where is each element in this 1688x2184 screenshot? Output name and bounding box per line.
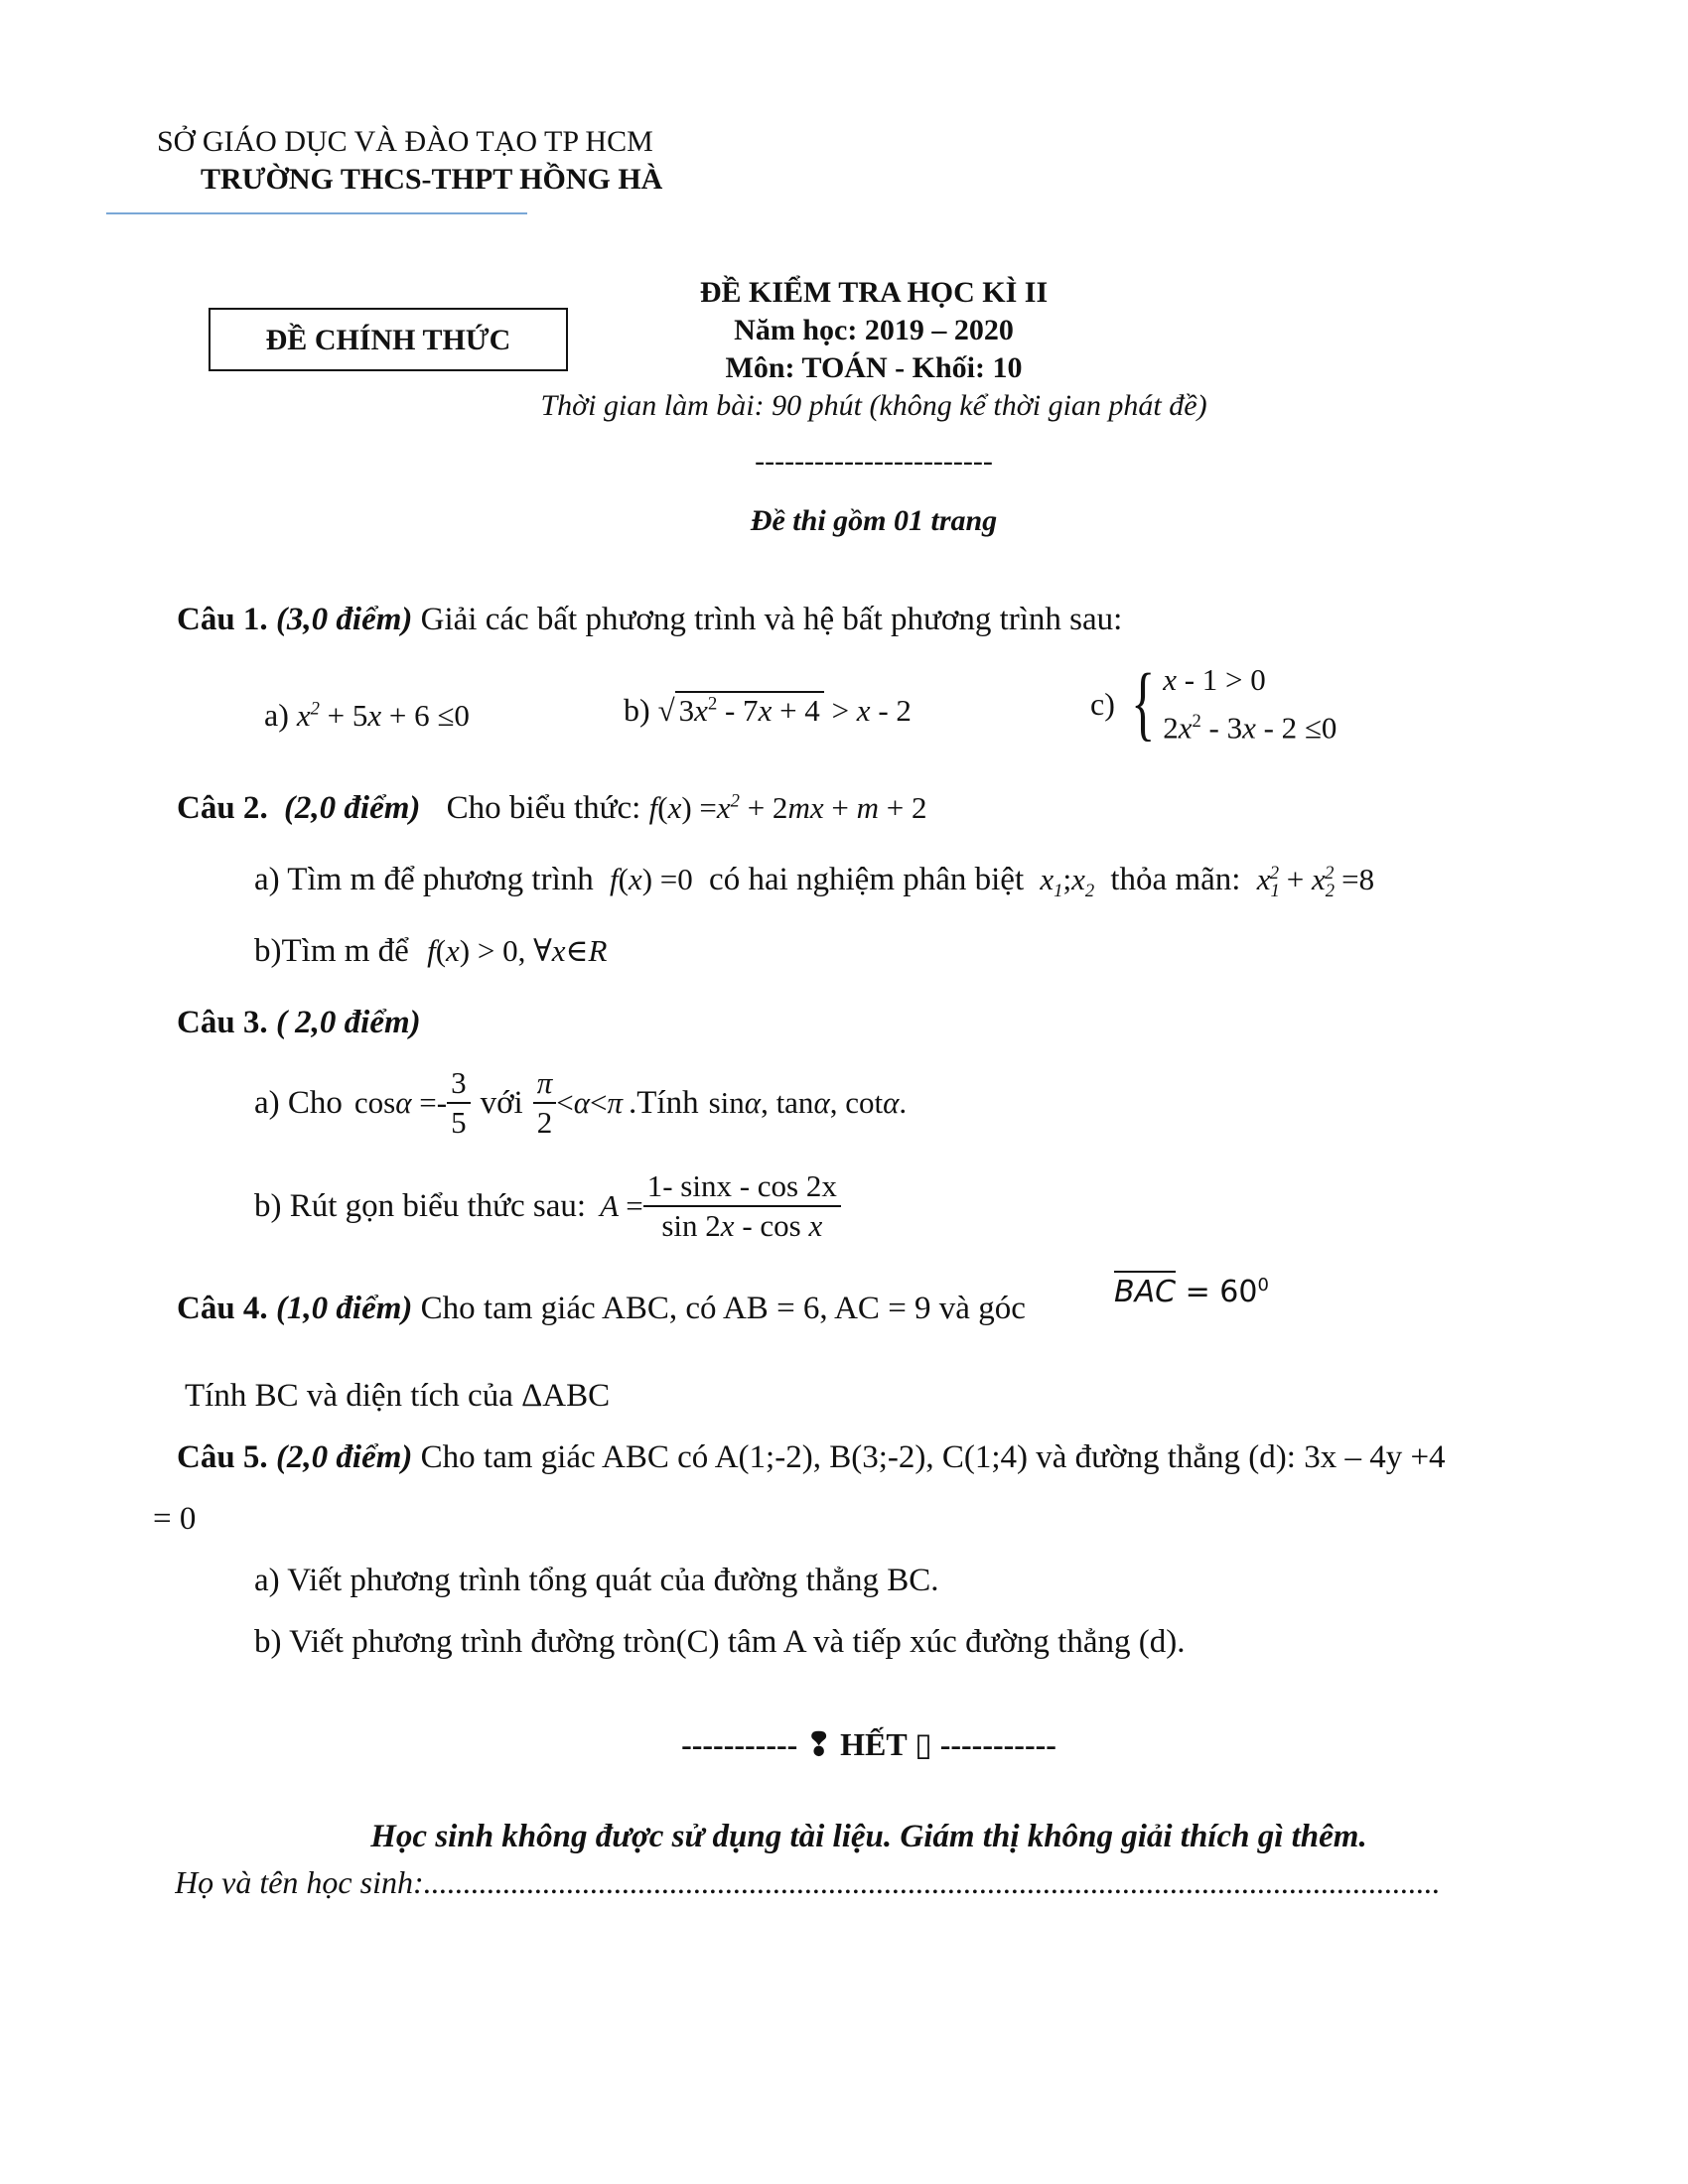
q1-a-inequality: $x^2 + 5x + 6 \le 0$ — [296, 698, 470, 733]
q5-part-a: a) Viết phương trình tổng quát của đường thẳng BC. — [254, 1563, 939, 1598]
q1-label: Câu 1. — [177, 602, 268, 637]
subject-line: Môn: TOÁN - Khối: 10 — [725, 351, 1023, 384]
q3-b-text: b) Rút gọn biểu thức sau: — [254, 1187, 587, 1224]
school-name: TRƯỜNG THCS-THPT HỒNG HÀ — [201, 163, 663, 196]
q3-points: ( 2,0 điểm) — [275, 1005, 421, 1040]
q3-a-text3: .Tính — [629, 1084, 699, 1121]
q1-c-label: c) — [1090, 685, 1115, 722]
q5-points: (2,0 điểm) — [275, 1439, 413, 1475]
student-name-field: Họ và tên học sinh:................................................................................................................................ — [175, 1864, 1441, 1900]
school-year: Năm học: 2019 – 2020 — [734, 314, 1014, 346]
question-5 — [177, 1439, 1446, 1476]
q4-label: Câu 4. — [177, 1291, 268, 1326]
q3-a-fraction: $\frac{3}{5}$ — [447, 1064, 471, 1142]
pages-note: Đề thi gồm 01 trang — [750, 504, 998, 537]
end-marker: ----------- ❢ HẾT ▯ ----------- — [681, 1726, 1056, 1762]
q1-b-label: b) — [624, 692, 650, 728]
q2-a-text2: có hai nghiệm phân biệt — [709, 862, 1025, 897]
q1-part-c — [1090, 659, 1336, 749]
q1-text: Giải các bất phương trình và hệ bất phương trình sau: — [420, 602, 1123, 637]
department-name: SỞ GIÁO DỤC VÀ ĐÀO TẠO TP HCM — [157, 125, 653, 158]
q5-text: Cho tam giác ABC có A(1;-2), B(3;-2), C(1;4) và đường thẳng (d): 3x – 4y +4 — [420, 1439, 1446, 1475]
duration-line: Thời gian làm bài: 90 phút (không kể thời gian phát đề) — [540, 389, 1207, 422]
question-3 — [177, 1005, 421, 1041]
q3-a-text1: a) Cho — [254, 1084, 343, 1121]
q2-part-b — [254, 933, 607, 970]
question-1 — [177, 602, 1122, 638]
question-2: Câu 2. (2,0 điểm) Cho biểu thức: $f(x) =x^2 + 2mx + m + 2$ — [177, 790, 927, 826]
q1-b-inequality: √ $3x^2 - 7x + 4 > x - 2$ — [657, 693, 912, 728]
q3-a-cos: cosα =- — [353, 1085, 448, 1120]
q2-a-text1: a) Tìm m để phương trình — [254, 862, 594, 897]
q2-intro: Cho biểu thức: — [446, 790, 641, 826]
q3-label: Câu 3. — [177, 1005, 268, 1040]
q2-points: (2,0 điểm) — [283, 790, 421, 826]
q4-angle-name: BAC — [1114, 1271, 1176, 1309]
q2-a-text3: thỏa mãn: — [1110, 862, 1241, 897]
official-exam-box — [209, 308, 568, 371]
q2-a-roots: $x_1;x_2$ — [1040, 862, 1095, 902]
q4-angle — [1114, 1275, 1269, 1309]
q4-angle-degree: 0 — [1257, 1275, 1269, 1296]
exam-note: Học sinh không được sử dụng tài liệu. Giám thị không giải thích gì thêm. — [370, 1819, 1367, 1854]
q3-b-variable: A = — [600, 1188, 643, 1223]
exam-title: ĐỀ KIỂM TRA HỌC KÌ II — [699, 276, 1049, 309]
q1-a-label: a) — [264, 697, 289, 733]
q5-label: Câu 5. — [177, 1439, 268, 1475]
dash-line: ------------------------ — [755, 445, 993, 478]
q2-function: $f(x) =x^2 + 2mx + m + 2$ — [648, 790, 927, 825]
q3-a-targets: sinα, tanα, cotα. — [708, 1085, 908, 1120]
q4-angle-value: = 60 — [1176, 1275, 1258, 1309]
q4-line2: Tính BC và diện tích của ΔABC — [185, 1378, 611, 1414]
q3-a-interval: <α<π — [556, 1085, 624, 1120]
q3-part-b — [254, 1167, 841, 1245]
q4-text: Cho tam giác ABC, có AB = 6, AC = 9 và góc — [420, 1291, 1026, 1326]
official-label: ĐỀ CHÍNH THỨC — [265, 324, 511, 356]
q5-text-cont: = 0 — [153, 1501, 197, 1537]
q3-a-interval-fraction: $\frac{\pi}{2}$ — [533, 1064, 557, 1142]
q3-b-fraction: $\frac{1- \sin x - \cos 2x}{\text{sin 2x - cos x}}$ — [643, 1167, 841, 1245]
q3-part-a — [254, 1064, 907, 1142]
brace-icon: { — [1130, 657, 1156, 751]
header-divider — [106, 212, 527, 214]
q2-label: Câu 2 — [177, 790, 260, 826]
q4-points: (1,0 điểm) — [275, 1291, 413, 1326]
q1-part-b — [624, 691, 912, 729]
q2-a-condition: $x_1^2 + x_2^2 =8$ — [1256, 862, 1375, 902]
q1-c-system: x - 1 > 0 $2x^2 - 3x - 2 \le 0$ — [1163, 662, 1337, 746]
q2-b-text: b)Tìm m để — [254, 933, 409, 969]
question-4 — [177, 1291, 1026, 1327]
q3-a-text2: với — [480, 1084, 523, 1121]
q5-part-b: b) Viết phương trình đường tròn(C) tâm A và tiếp xúc đường thẳng (d). — [254, 1624, 1186, 1660]
q2-a-equation: f(x) =0 — [610, 862, 693, 896]
q2-b-condition: f(x) > 0, ∀x∈R — [427, 933, 608, 968]
q1-part-a — [264, 697, 470, 734]
q1-points: (3,0 điểm) — [275, 602, 413, 637]
q2-part-a — [254, 862, 1374, 902]
